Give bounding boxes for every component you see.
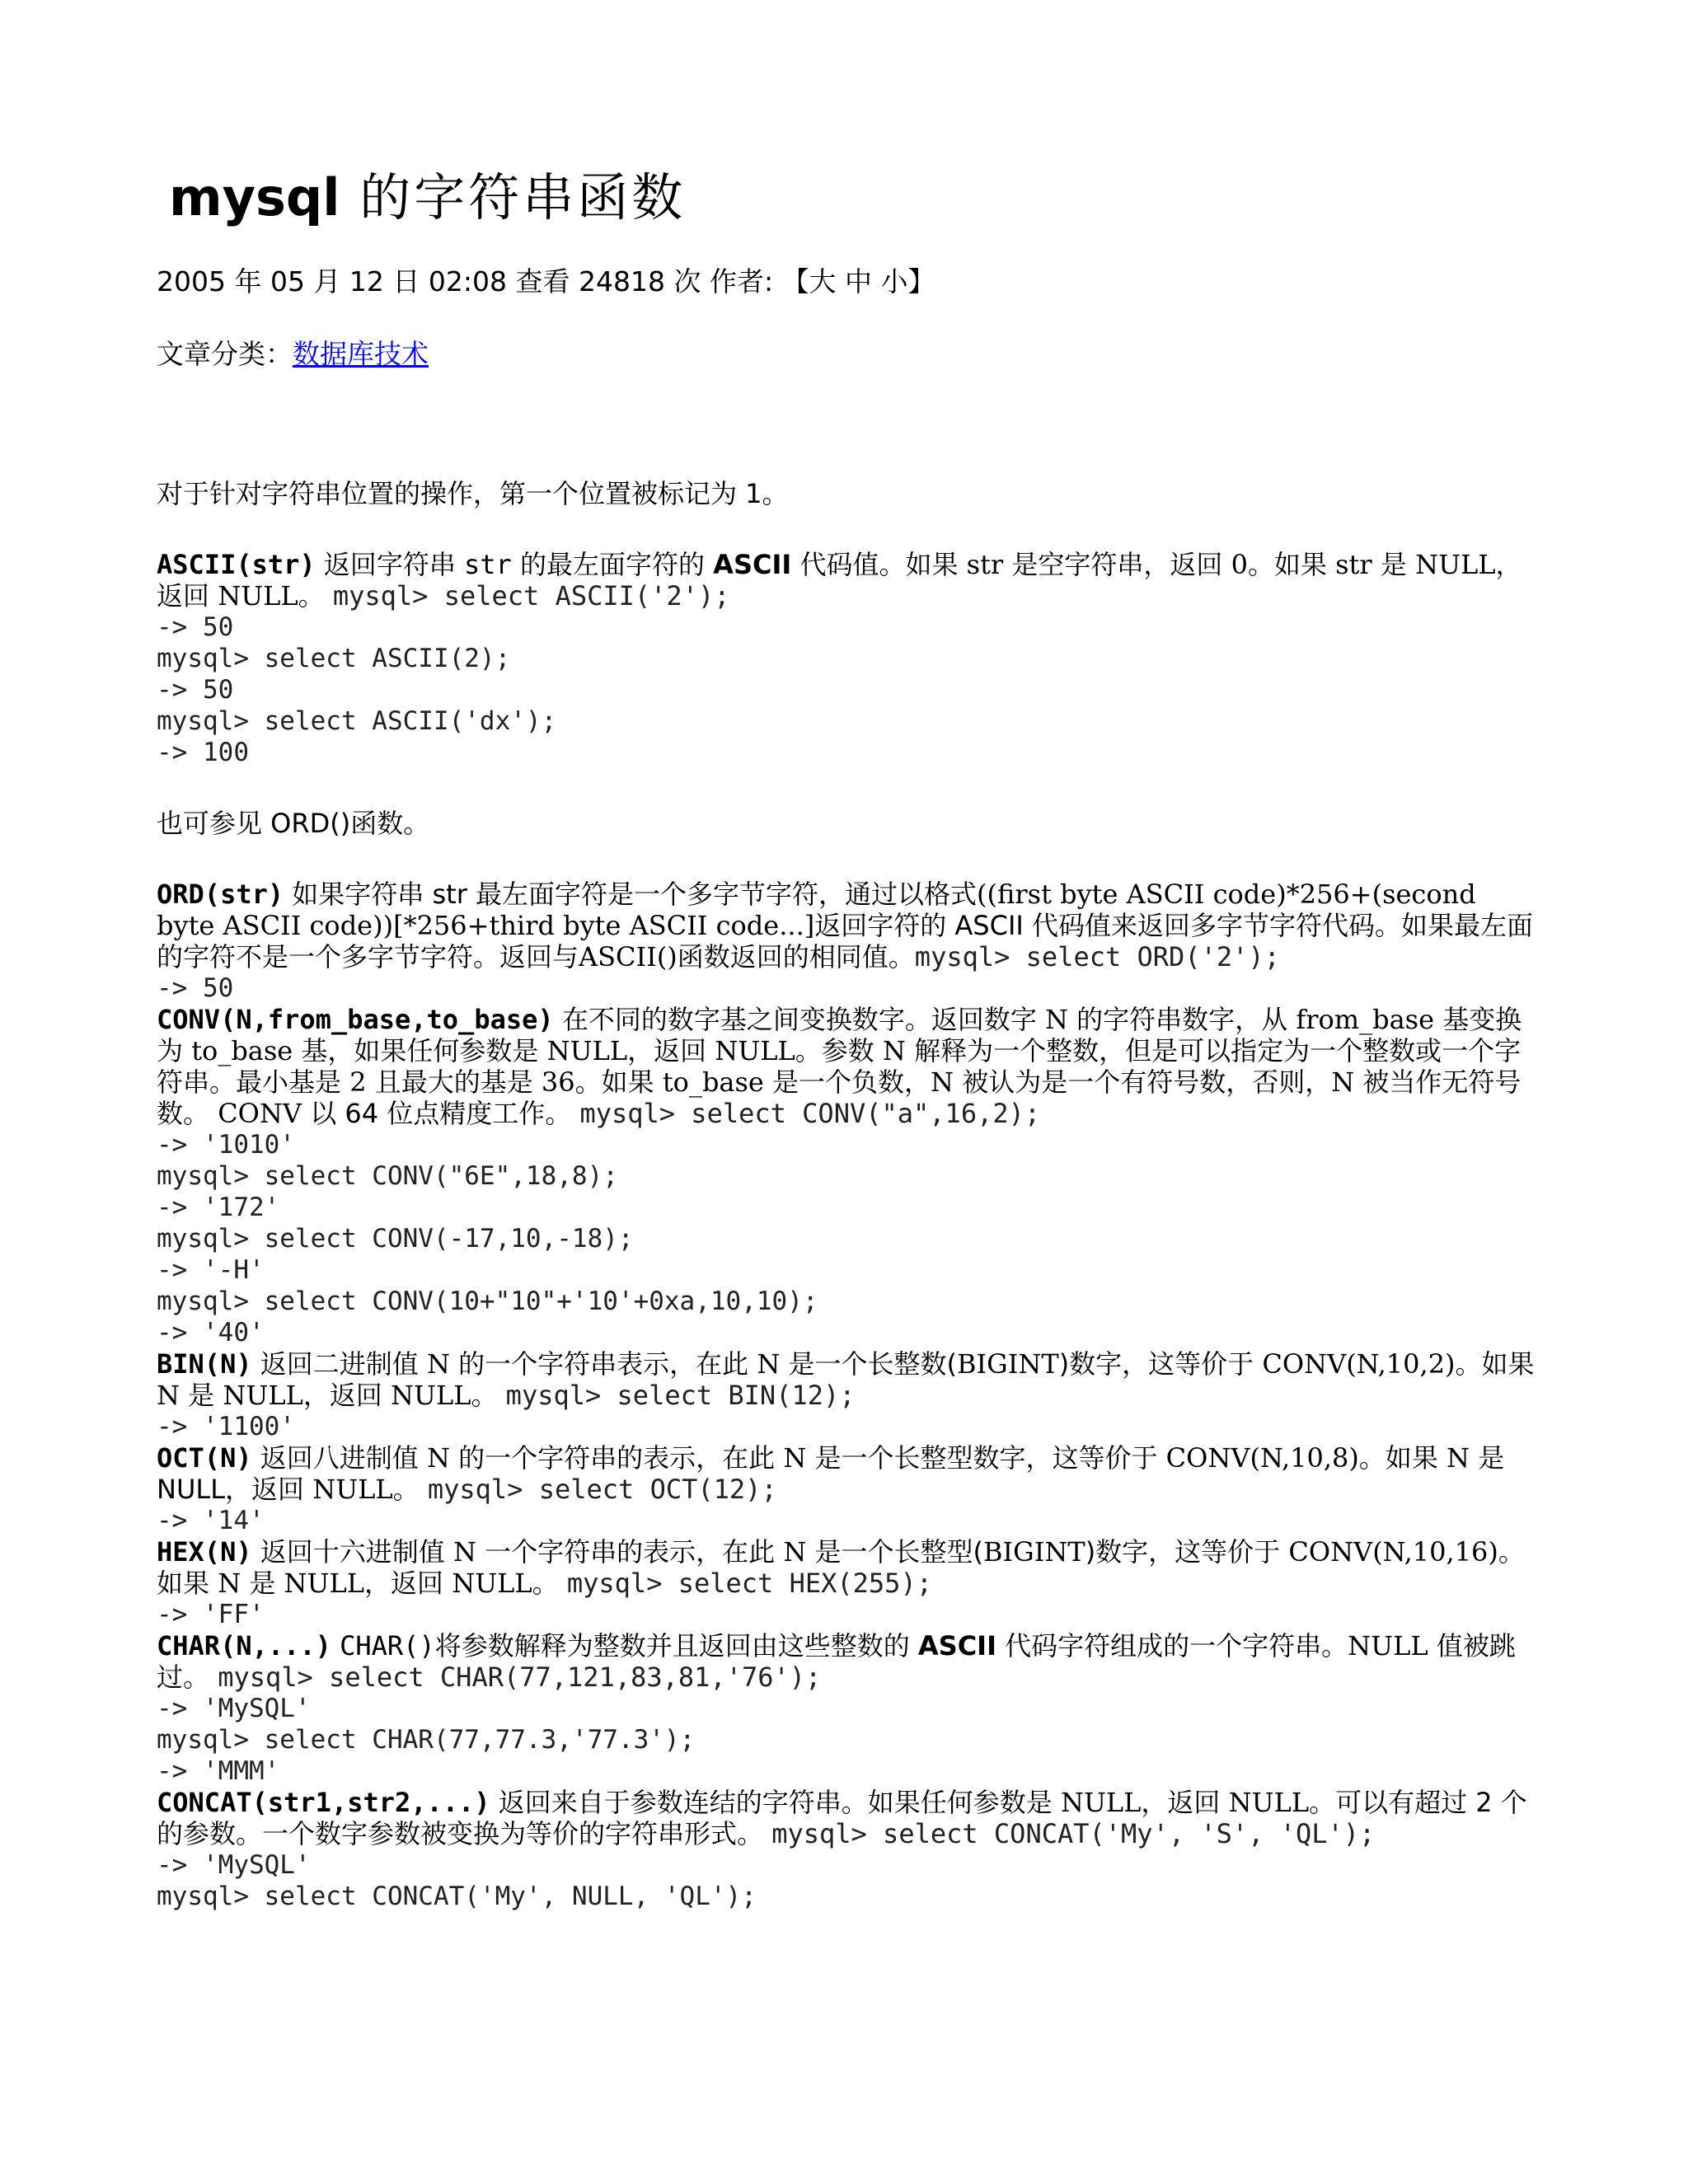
function-description: 返回来自于参数连结的字符串。如果任何参数是 NULL，返回 NULL。可以有超过 2 个的参数。一个数字参数被变换为等价的字符串形式。 [157,1787,1527,1849]
function-name: CONCAT(str1,str2,...) [157,1787,490,1818]
concat-entry [157,1787,1541,1849]
article-category [157,336,429,373]
article-meta: 2005 年 05 月 12 日 02:08 查看 24818 次 作者: 【大 中 小】 [157,265,935,298]
function-name: HEX(N) [157,1536,252,1568]
title-rest: 的字符串函数 [340,167,687,227]
inline-code: mysql> select OCT(12); [427,1474,777,1505]
inline-code: mysql> select ASCII('2'); [332,580,730,612]
inline-code: mysql> select CONV("a",16,2); [579,1098,1041,1129]
page-title [169,165,686,231]
function-name: CONV(N,from_base,to_base) [157,1004,554,1035]
category-link[interactable]: 数据库技术 [293,338,429,370]
code-block: -> 'MySQL' mysql> select CONCAT('My', NULL, 'QL'); [157,1850,757,1911]
ord-entry [157,879,1541,972]
code-block: -> 50 [157,973,234,1003]
inline-code: mysql> select BIN(12); [505,1380,856,1411]
inline-code: mysql> select CONCAT('My', 'S', 'QL'); [771,1818,1376,1849]
function-name: ASCII(str) [157,549,316,580]
inline-code: mysql> select HEX(255); [566,1568,932,1599]
bin-entry [157,1348,1541,1411]
function-name: CHAR(N,...) [157,1630,331,1661]
inline-code: mysql> select CHAR(77,121,83,81,'76'); [218,1661,822,1693]
ascii-entry [157,549,1541,612]
function-name: BIN(N) [157,1348,252,1380]
code-block: -> 'FF' [157,1600,265,1629]
function-description: 如果字符串 str 最左面字符是一个多字节字符，通过以格式((first byte ASCII code)*256+(second byte ASCII code))[*256+third byte ASCII code...]返回字符的 ASCII 代码值来返回多字节字符代码。如果最左面的字符不是一个多字节字符。返回与ASCII()函数返回的相同值。 [157,879,1533,972]
function-name: OCT(N) [157,1442,252,1474]
inline-code: mysql> select ORD('2'); [914,941,1280,972]
function-name: ORD(str) [157,879,284,910]
function-description: CHAR()将参数解释为整数并且返回由这些整数的 ASCII 代码字符组成的一个字符串。NULL 值被跳过。 [157,1630,1516,1693]
conv-entry [157,1004,1541,1129]
code-block: -> 50 mysql> select ASCII(2); -> 50 mysql> select ASCII('dx'); -> 100 [157,612,557,767]
function-description: 返回字符串 str 的最左面字符的 ASCII 代码值。如果 str 是空字符串，返回 0。如果 str 是 NULL，返回 NULL。 [157,549,1522,612]
function-description: 返回二进制值 N 的一个字符串表示，在此 N 是一个长整数(BIGINT)数字，这等价于 CONV(N,10,2)。如果 N 是 NULL，返回 NULL。 [157,1348,1535,1411]
article-content [157,478,1541,1912]
intro-paragraph: 对于针对字符串位置的操作，第一个位置被标记为 1。 [157,478,789,509]
oct-entry [157,1442,1541,1505]
title-bold: mysql [169,167,340,227]
function-description: 返回十六进制值 N 一个字符串的表示，在此 N 是一个长整型(BIGINT)数字，这等价于 CONV(N,10,16)。如果 N 是 NULL，返回 NULL。 [157,1536,1525,1599]
category-label: 文章分类： [157,338,293,370]
function-description: 返回八进制值 N 的一个字符串的表示，在此 N 是一个长整型数字，这等价于 CONV(N,10,8)。如果 N 是 NULL，返回 NULL。 [157,1442,1505,1505]
hex-entry [157,1536,1541,1599]
char-entry [157,1630,1541,1693]
code-block: -> '1010' mysql> select CONV("6E",18,8); -> '172' mysql> select CONV(-17,10,-18); -> '-H' mysql> select CONV(10+"10"+'10'+0xa,10,10); -> '40' [157,1130,818,1347]
see-also-paragraph: 也可参见 ORD()函数。 [157,808,430,839]
code-block: -> 'MySQL' mysql> select CHAR(77,77.3,'77.3'); -> 'MMM' [157,1694,696,1786]
code-block: -> '1100' [157,1412,295,1441]
code-block: -> '14' [157,1506,265,1535]
function-description: 在不同的数字基之间变换数字。返回数字 N 的字符串数字，从 from_base 基变换为 to_base 基，如果任何参数是 NULL，返回 NULL。参数 N 解释为一个整数，但是可以指定为一个整数或一个字符串。最小基是 2 且最大的基是 36。如果 to_base 是一个负数，N 被认为是一个有符号数，否则，N 被当作无符号数。 CONV 以 64 位点精度工作。 [157,1004,1522,1129]
